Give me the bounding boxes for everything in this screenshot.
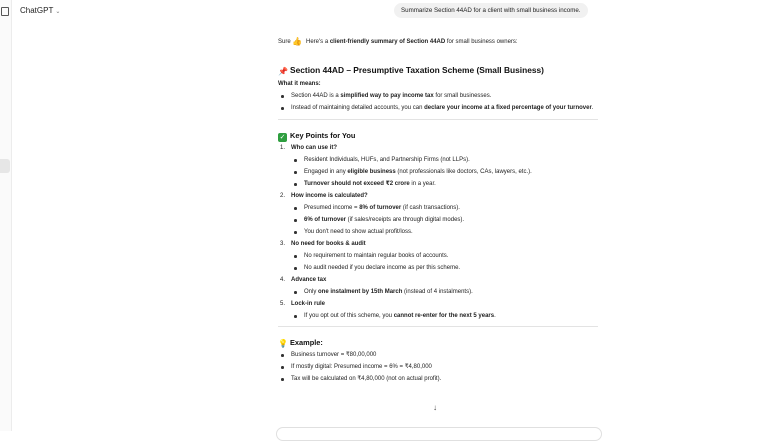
thumbs-up-icon: 👍 [292, 37, 303, 46]
list-item: Only one instalment by 15th March (instead of 4 instalments). [304, 286, 598, 298]
sidebar-rail-tab[interactable] [0, 159, 10, 173]
section-heading-key-points: ✓ Key Points for You [279, 131, 356, 141]
list-item: Presumed income = 8% of turnover (if cash transactions). [304, 202, 598, 214]
list-item: If mostly digital: Presumed income = 6% = ₹4,80,000 [291, 361, 598, 373]
list-item: Instead of maintaining detailed accounts, you can declare your income at a fixed percentage of your turnover. [291, 102, 598, 114]
lightbulb-icon: 💡 [278, 339, 288, 348]
list-item: 4. Advance tax Only one instalment by 15th March (instead of 4 instalments). [291, 274, 598, 298]
list-item: If you opt out of this scheme, you cannot re-enter for the next 5 years. [304, 310, 598, 322]
check-mark-icon: ✓ [279, 134, 286, 141]
list-item: Tax will be calculated on ₹4,80,000 (not on actual profit). [291, 373, 598, 385]
app-title: ChatGPT [20, 6, 54, 15]
list-item: 5. Lock-in rule If you opt out of this scheme, you cannot re-enter for the next 5 years. [291, 298, 598, 322]
list-item: 1. Who can use it? Resident Individuals, HUFs, and Partnership Firms (not LLPs). Engaged in any eligible business (not professionals like doctors, CAs, lawyers, etc.). Turnover should not exceed ₹2 crore in a year. [291, 142, 598, 190]
sidebar-toggle-icon[interactable] [1, 7, 9, 16]
list-item: No requirement to maintain regular books of accounts. [304, 250, 598, 262]
message-composer[interactable] [276, 427, 602, 441]
list-item: Business turnover = ₹80,00,000 [291, 349, 598, 361]
model-selector[interactable] [20, 5, 60, 18]
sidebar-rail [0, 0, 12, 431]
user-message: Summarize Section 44AD for a client with small business income. [394, 3, 588, 18]
list-item: 6% of turnover (if sales/receipts are through digital modes). [304, 214, 598, 226]
pushpin-icon: 📌 [278, 67, 288, 76]
list-item: Resident Individuals, HUFs, and Partnership Firms (not LLPs). [304, 154, 598, 166]
list-item: 2. How income is calculated? Presumed income = 8% of turnover (if cash transactions). 6% of turnover (if sales/receipts are through digital modes). You don't need to show actual profit/loss. [291, 190, 598, 238]
list-item: You don't need to show actual profit/loss. [304, 226, 598, 238]
list-item: 3. No need for books & audit No requirement to maintain regular books of accounts. No audit needed if you declare income as per this scheme. [291, 238, 598, 274]
what-it-means-list [278, 90, 598, 114]
scroll-down-icon[interactable]: ↓ [433, 403, 437, 412]
what-it-means-label: What it means: [278, 81, 321, 87]
list-item: Engaged in any eligible business (not professionals like doctors, CAs, lawyers, etc.). [304, 166, 598, 178]
list-item: No audit needed if you declare income as per this scheme. [304, 262, 598, 274]
intro-line: Sure 👍 Here's a client-friendly summary of Section 44AD for small business owners: [278, 37, 518, 46]
key-points-list [278, 142, 598, 322]
section-heading-44ad: 📌 Section 44AD – Presumptive Taxation Scheme (Small Business) [278, 65, 544, 76]
chevron-down-icon: ⌄ [55, 9, 61, 15]
list-item: Section 44AD is a simplified way to pay income tax for small businesses. [291, 90, 598, 102]
example-list [278, 349, 598, 385]
list-item: Turnover should not exceed ₹2 crore in a year. [304, 178, 598, 190]
section-heading-example: 💡 Example: [278, 338, 323, 348]
assistant-message [278, 36, 598, 385]
